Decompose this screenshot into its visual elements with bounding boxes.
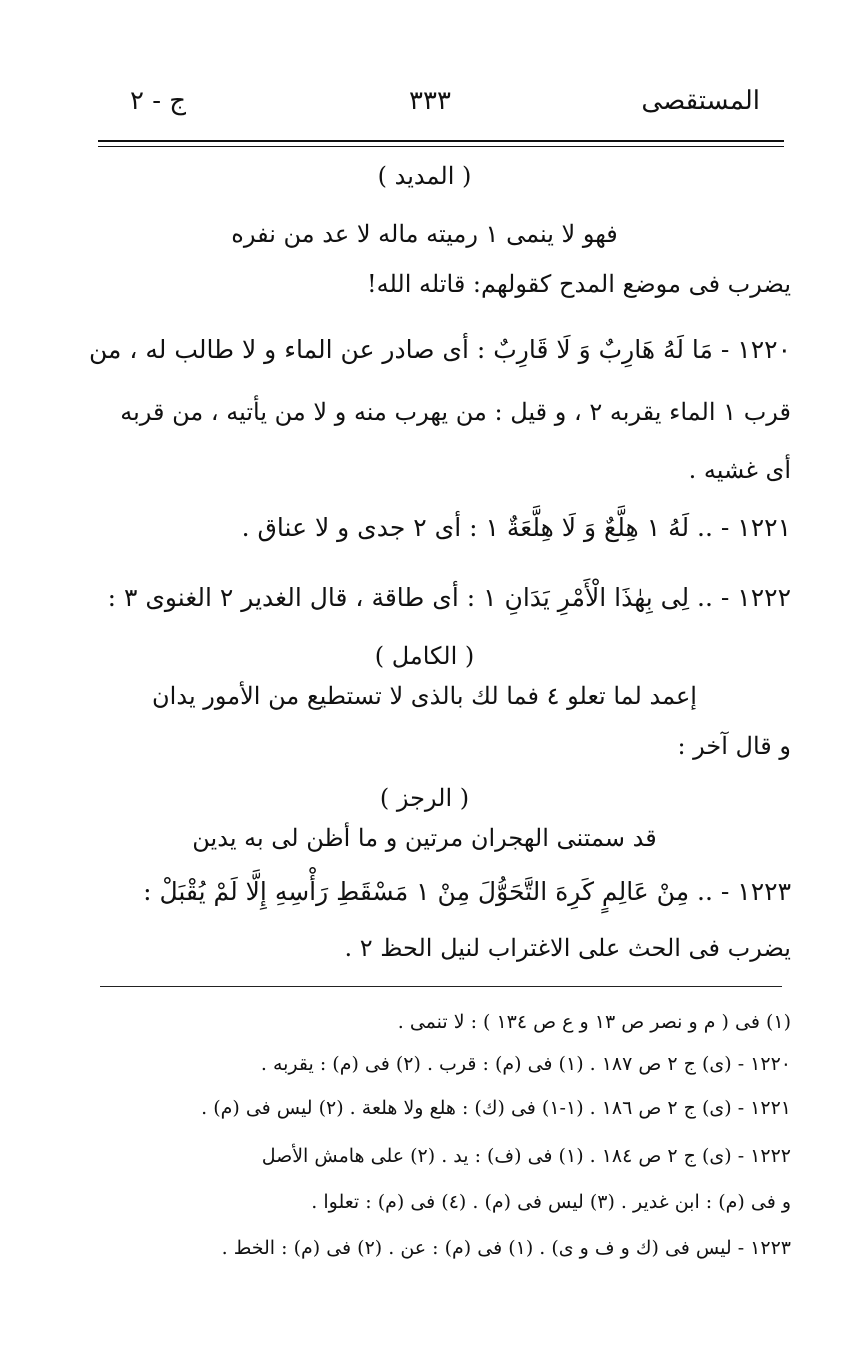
- text-line: و قال آخر :: [677, 732, 791, 760]
- proverb-entry: ١٢٢٣ - .. مِنْ عَالِمٍ كَرِهَ التَّحَوُّلَ مِنْ ١ مَسْقَطِ رَأْسِهِ إِلَّا لَمْ يُقْبَلْ :: [143, 877, 791, 906]
- meter-label: ( الرجز ): [379, 784, 470, 812]
- footnote-line: ١٢٢٣ - ليس فى (ك و ف و ى) . (١) فى (م) : عن . (٢) فى (م) : الخط .: [221, 1237, 791, 1259]
- text-line: قرب ١ الماء يقربه ٢ ، و قيل : من يهرب منه و لا من يأتيه ، من قربه: [120, 398, 791, 426]
- text-line: يضرب فى الحث على الاغتراب لنيل الحظ ٢ .: [344, 934, 791, 962]
- header-rule: [98, 140, 784, 142]
- verse-line: إعمد لما تعلو ٤ فما لك بالذى لا تستطيع من الأمور يدان: [152, 682, 697, 710]
- volume-label: ج - ٢: [130, 86, 187, 116]
- header-title: المستقصى: [641, 86, 760, 116]
- proverb-entry: ١٢٢٠ - مَا لَهُ هَارِبٌ وَ لَا قَارِبٌ : أى صادر عن الماء و لا طالب له ، من: [89, 335, 791, 364]
- meter-label: ( الكامل ): [374, 642, 475, 670]
- footnote-line: ١٢٢١ - (ى) ج ٢ ص ١٨٦ . (١-١) فى (ك) : هلع ولا هلعة . (٢) ليس فى (م) .: [201, 1097, 791, 1119]
- verse-line: قد سمتنى الهجران مرتين و ما أظن لى به يدين: [192, 824, 657, 852]
- verse-line: فهو لا ينمى ١ رميته ماله لا عد من نفره: [231, 220, 618, 248]
- text-line: يضرب فى موضع المدح كقولهم: قاتله الله!: [366, 270, 791, 298]
- proverb-entry: ١٢٢١ - .. لَهُ ١ هِلَّعٌ وَ لَا هِلَّعَةٌ ١ : أى ٢ جدى و لا عناق .: [241, 513, 791, 542]
- text-line: أى غشيه .: [688, 456, 791, 484]
- header-rule-double: [98, 146, 784, 147]
- meter-label: ( المديد ): [377, 162, 472, 190]
- footnote-line: (١) فى ( م و نصر ص ١٣ و ع ص ١٣٤ ) : لا تنمى .: [397, 1011, 791, 1033]
- running-header: [100, 86, 760, 126]
- footnote-rule: [100, 986, 782, 987]
- footnote-line: و فى (م) : ابن غدير . (٣) ليس فى (م) . (٤) فى (م) : تعلوا .: [311, 1191, 791, 1213]
- footnote-line: ١٢٢٢ - (ى) ج ٢ ص ١٨٤ . (١) فى (ف) : يد . (٢) على هامش الأصل: [261, 1145, 791, 1167]
- footnote-line: ١٢٢٠ - (ى) ج ٢ ص ١٨٧ . (١) فى (م) : قرب . (٢) فى (م) : يقربه .: [260, 1053, 791, 1075]
- proverb-entry: ١٢٢٢ - .. لِى بِهٰذَا الْأَمْرِ يَدَانِ ١ : أى طاقة ، قال الغدير ٢ الغنوى ٣ :: [107, 583, 791, 612]
- page-number: ٣٣٣: [409, 86, 451, 116]
